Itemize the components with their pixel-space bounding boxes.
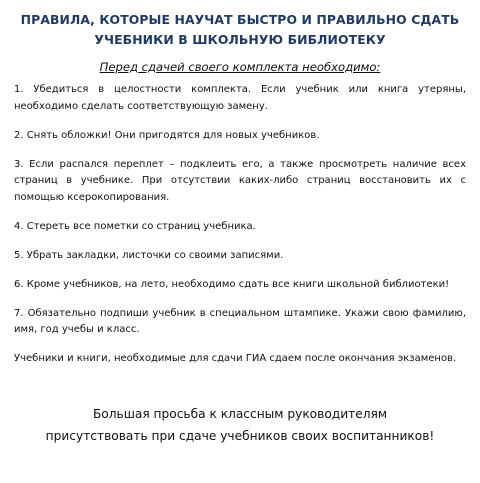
rule-item-6: 6. Кроме учебников, на лето, необходимо сдать все книги школьной библиотеки! — [14, 278, 450, 290]
footer-line-1: Большая просьба к классным руководителям — [92, 407, 388, 421]
footer-line-2: присутствовать при сдаче учебников своих воспитанников! — [45, 429, 435, 443]
notice-title — [14, 10, 466, 50]
notice-title-line-1: ПРАВИЛА, КОТОРЫЕ НАУЧАТ БЫСТРО И ПРАВИЛЬНО СДАТЬ — [20, 12, 460, 27]
notice-subtitle: Перед сдачей своего комплекта необходимо: — [99, 60, 381, 74]
rule-item-1: 1. Убедиться в целостности комплекта. Если учебник или книга утеряны, необходимо сделать соответствующую замену. — [14, 84, 466, 112]
notice-title-line-2: УЧЕБНИКИ В ШКОЛЬНУЮ БИБЛИОТЕКУ — [94, 32, 386, 47]
rules-list — [14, 82, 466, 368]
rule-item-2: 2. Снять обложки! Они пригодятся для новых учебников. — [14, 129, 320, 141]
rule-item-7: 7. Обязательно подпиши учебник в специальном штампике. Укажи свою фамилию, имя, год учебы и класс. — [14, 307, 466, 335]
rule-item-4: 4. Стереть все пометки со страниц учебника. — [14, 220, 256, 232]
footer-request — [0, 403, 480, 447]
rule-item-5: 5. Убрать закладки, листочки со своими записями. — [14, 249, 284, 261]
rule-item-3: 3. Если распался переплет – подклеить его, а также просмотреть наличие всех страниц в учебнике. При отсутствии каких-либо страниц восстановить их с помощью ксерокопирования. — [14, 158, 466, 203]
rule-item-exams: Учебники и книги, необходимые для сдачи ГИА сдаем после окончания экзаменов. — [14, 353, 457, 364]
